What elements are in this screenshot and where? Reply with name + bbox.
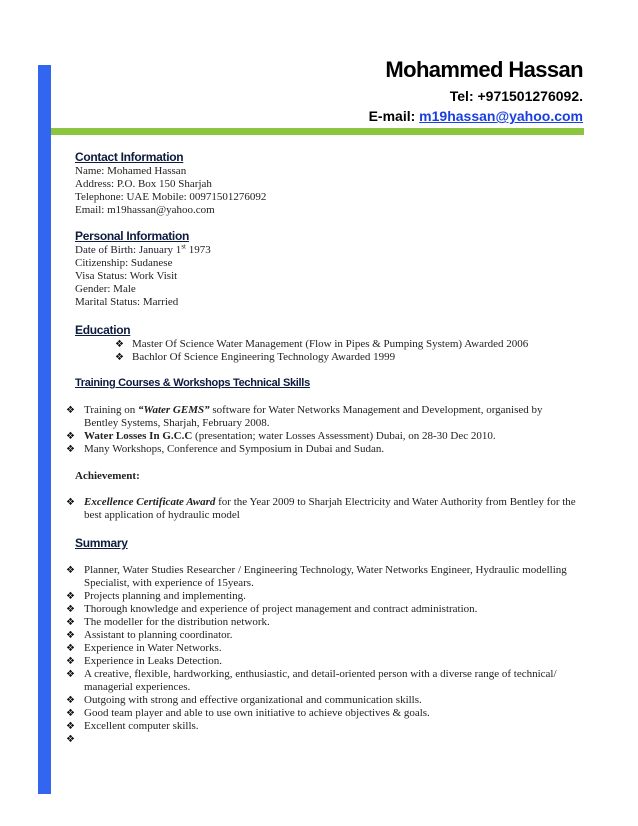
achievement-rest: for the Year 2009 to Sharjah Electricity and Water Authority from Bentley for the best application of hydraulic model — [84, 496, 576, 521]
list-item — [66, 642, 576, 655]
list-item — [66, 443, 576, 456]
list-item — [66, 616, 576, 629]
contact-line: Name: Mohamed Hassan — [75, 165, 187, 177]
header-divider-bar — [51, 128, 584, 135]
summary-item: A creative, flexible, hardworking, enthusiastic, and detail-oriented person with a diverse range of technical/ managerial experiences. — [84, 668, 557, 693]
sidebar-accent-bar — [38, 65, 51, 794]
training-item — [84, 404, 576, 430]
summary-item: Good team player and able to use own initiative to achieve objectives & goals. — [84, 707, 430, 719]
list-item — [66, 564, 576, 590]
contact-section-title: Contact Information — [75, 150, 184, 164]
summary-section-title: Summary — [75, 536, 128, 550]
training-item-rest: software for Water Networks Management and Development, organised by Bentley Systems, Sharjah, February 2008. — [84, 404, 543, 429]
list-item — [66, 404, 576, 430]
list-item — [66, 668, 576, 694]
summary-item: Outgoing with strong and effective organizational and communication skills. — [84, 694, 422, 706]
diamond-bullet-icon: ❖ — [66, 630, 75, 641]
dob-prefix: Date of Birth: January 1 — [75, 244, 182, 256]
achievement-item — [84, 496, 576, 522]
education-item: Master Of Science Water Management (Flow in Pipes & Pumping System) Awarded 2006 — [132, 338, 529, 350]
summary-item: Assistant to planning coordinator. — [84, 629, 233, 641]
summary-item: Experience in Leaks Detection. — [84, 655, 223, 667]
list-item — [66, 720, 576, 733]
education-section-title: Education — [75, 323, 131, 337]
training-item: Many Workshops, Conference and Symposium in Dubai and Sudan. — [84, 443, 385, 455]
training-item-emphasis: “Water GEMS” — [138, 404, 210, 416]
summary-item: Thorough knowledge and experience of project management and contract administration. — [84, 603, 478, 615]
list-item — [66, 590, 576, 603]
training-item-emphasis: Water Losses In G.C.C — [84, 430, 193, 442]
training-item-prefix: Training on — [84, 404, 138, 416]
phone-number: Tel: +971501276092. — [449, 88, 583, 104]
contact-line: Telephone: UAE Mobile: 00971501276092 — [75, 191, 267, 203]
diamond-bullet-icon: ❖ — [66, 405, 75, 416]
summary-item: Excellent computer skills. — [84, 720, 199, 732]
diamond-bullet-icon: ❖ — [66, 591, 75, 602]
date-of-birth — [75, 244, 211, 257]
diamond-bullet-icon: ❖ — [66, 656, 75, 667]
diamond-bullet-icon: ❖ — [115, 352, 124, 363]
diamond-bullet-icon: ❖ — [66, 604, 75, 615]
summary-item: Planner, Water Studies Researcher / Engineering Technology, Water Networks Engineer, Hydraulic modelling Specialist, with experience of 15years. — [84, 564, 567, 589]
diamond-bullet-icon: ❖ — [66, 669, 75, 680]
list-item — [66, 694, 576, 707]
summary-item: Experience in Water Networks. — [84, 642, 222, 654]
list-item — [66, 733, 576, 746]
contact-line: Email: m19hassan@yahoo.com — [75, 204, 215, 216]
summary-item: Projects planning and implementing. — [84, 590, 246, 602]
list-item — [66, 430, 576, 443]
diamond-bullet-icon: ❖ — [66, 444, 75, 455]
dob-suffix: 1973 — [185, 244, 211, 256]
diamond-bullet-icon: ❖ — [66, 497, 75, 508]
email-link[interactable]: m19hassan@yahoo.com — [419, 108, 583, 124]
diamond-bullet-icon: ❖ — [66, 708, 75, 719]
candidate-name: Mohammed Hassan — [385, 57, 583, 82]
list-item — [66, 707, 576, 720]
email-line — [369, 106, 583, 126]
list-item — [115, 338, 575, 351]
training-item-rest: (presentation; water Losses Assessment) Dubai, on 28-30 Dec 2010. — [192, 430, 496, 442]
training-section-title: Training Courses & Workshops Technical Skills — [75, 377, 310, 389]
diamond-bullet-icon: ❖ — [66, 643, 75, 654]
education-list — [115, 338, 575, 364]
list-item — [66, 629, 576, 642]
personal-line: Gender: Male — [75, 283, 136, 295]
contact-details — [75, 165, 266, 217]
email-label: E-mail: — [368, 108, 416, 124]
list-item — [66, 603, 576, 616]
list-item — [115, 351, 575, 364]
achievement-list — [66, 496, 576, 522]
list-item — [66, 655, 576, 668]
diamond-bullet-icon: ❖ — [66, 565, 75, 576]
training-list — [66, 404, 576, 456]
training-item — [84, 430, 576, 443]
diamond-bullet-icon: ❖ — [66, 734, 75, 745]
diamond-bullet-icon: ❖ — [66, 617, 75, 628]
personal-details — [75, 244, 211, 309]
diamond-bullet-icon: ❖ — [115, 339, 124, 350]
achievement-emphasis: Excellence Certificate Award — [84, 496, 216, 508]
diamond-bullet-icon: ❖ — [66, 695, 75, 706]
diamond-bullet-icon: ❖ — [66, 431, 75, 442]
education-item: Bachlor Of Science Engineering Technology Awarded 1999 — [132, 351, 396, 363]
personal-line: Marital Status: Married — [75, 296, 179, 308]
personal-line: Citizenship: Sudanese — [75, 257, 173, 269]
personal-line: Visa Status: Work Visit — [75, 270, 178, 282]
achievement-heading: Achievement: — [75, 470, 140, 482]
summary-item: The modeller for the distribution network. — [84, 616, 270, 628]
contact-line: Address: P.O. Box 150 Sharjah — [75, 178, 212, 190]
resume-header — [369, 56, 583, 126]
diamond-bullet-icon: ❖ — [66, 721, 75, 732]
dob-superscript: st — [181, 242, 186, 251]
list-item — [66, 496, 576, 522]
personal-section-title: Personal Information — [75, 229, 190, 243]
summary-list — [66, 564, 576, 746]
